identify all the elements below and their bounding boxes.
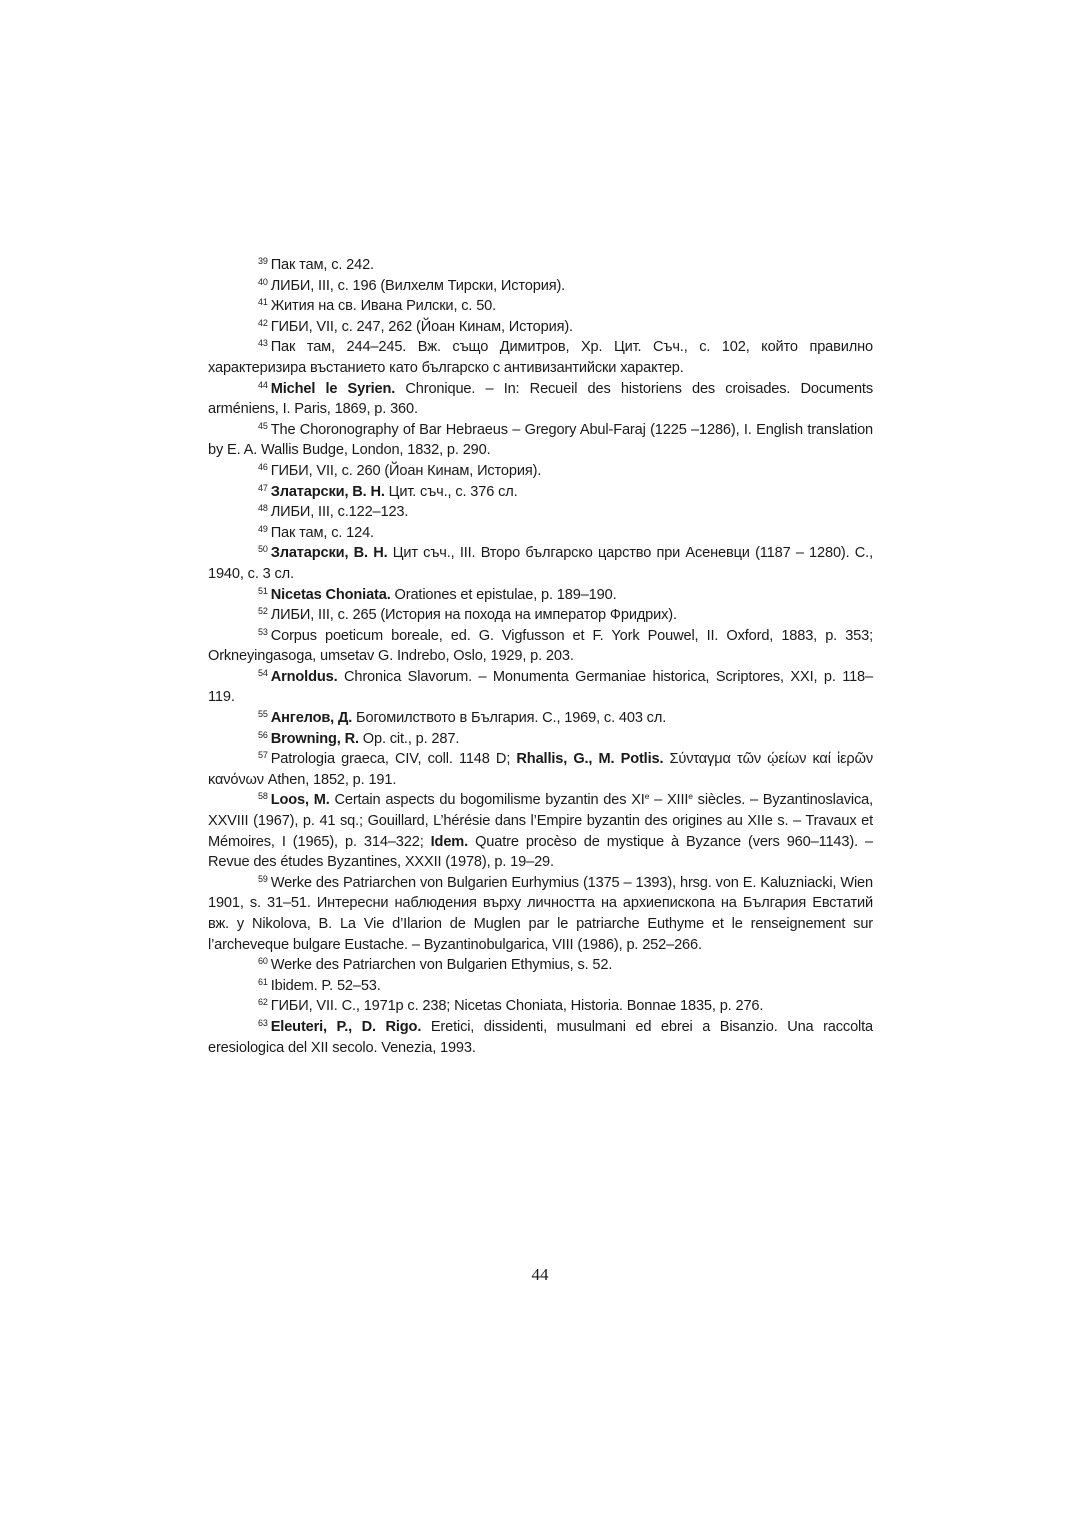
footnote [208, 790, 873, 872]
footnote-number: 51 [258, 585, 268, 596]
footnote-text: Chronique. – In: Recueil des historiens des croisades. Documents arméniens, I. Paris, 1869, p. 360. [208, 380, 873, 418]
footnote-author: Златарски, В. Н. [270, 483, 385, 500]
footnote-number: 39 [258, 256, 268, 266]
footnote-text: Цит. съч., с. 376 сл. [384, 483, 518, 500]
footnote [208, 996, 873, 1017]
footnote-number: 48 [258, 503, 268, 514]
footnote [208, 461, 873, 482]
page-number: 44 [531, 1265, 549, 1284]
footnote-number: 49 [258, 523, 268, 534]
footnote-number: 54 [258, 667, 268, 678]
footnote-number: 53 [258, 626, 268, 637]
footnote-text: Богомилството в България. С., 1969, с. 403 сл. [352, 710, 667, 727]
footnote [208, 873, 873, 955]
footnote-text: ГИБИ, VII. С., 1971р с. 238; Nicetas Choniata, Historia. Bonnae 1835, p. 276. [270, 998, 764, 1015]
footnote [208, 420, 873, 461]
footnote [208, 255, 873, 276]
footnote-number: 40 [258, 276, 268, 287]
footnote-text: – XIII [649, 792, 689, 809]
footnote-number: 44 [258, 379, 268, 390]
footnote [208, 502, 873, 523]
footnote-author: Michel le Syrien. [270, 380, 396, 397]
footnote-author: Ангелов, Д. [270, 710, 353, 727]
footnote [208, 708, 873, 729]
footnote [208, 337, 873, 378]
footnote-author: Idem. [430, 833, 469, 850]
footnote-text: ГИБИ, VII, с. 247, 262 (Йоан Кинам, История). [270, 318, 573, 335]
footnote-text: siècles. – Byzantinoslavica, XXVIII (1967), p. 41 sq.; Gouillard, L’hérésie dans l’Empire byzantin des origines au XIIe s. – Travaux et Mémoires, I (1965), p. 314–322; [208, 792, 873, 850]
footnote-text: Жития на св. Ивана Рилски, с. 50. [270, 298, 497, 315]
footnote-text: Σύνταγμα τῶν ῴείων καί ἱερῶν κανόνων Athen, 1852, p. 191. [208, 751, 873, 788]
footnote-text: ЛИБИ, III, с. 265 (История на похода на император Фридрих). [270, 607, 677, 624]
footnote-text: Пак там, 244–245. Вж. също Димитров, Хр. Цит. Съч., с. 102, който правилно характеризира въстанието като българско с антивизантийски характер. [208, 339, 873, 376]
footnote-text: e [688, 791, 693, 802]
footnote [208, 296, 873, 317]
footnote-author: Eleuteri, P., D. Rigo. [270, 1018, 422, 1035]
footnote-text: Ibidem. P. 52–53. [270, 977, 381, 994]
footnote-number: 62 [258, 997, 268, 1008]
footnote [208, 667, 873, 708]
footnote [208, 955, 873, 976]
footnote-number: 61 [258, 976, 268, 987]
footnote-text: Пак там, с. 124. [270, 524, 374, 541]
footnote [208, 749, 873, 790]
footnote [208, 523, 873, 544]
footnote-number: 56 [258, 729, 268, 740]
footnote-number: 50 [258, 544, 268, 555]
footnote-number: 58 [258, 791, 268, 802]
footnote-number: 42 [258, 317, 268, 328]
footnote-author: Nicetas Choniata. [270, 586, 391, 603]
footnote [208, 379, 873, 420]
footnote-number: 63 [258, 1017, 268, 1028]
footnote-text: Werke des Patriarchen von Bulgarien Ethymius, s. 52. [270, 957, 613, 974]
footnote-number: 52 [258, 606, 268, 617]
footnote-text: The Choronography of Bar Hebraeus – Gregory Abul-Faraj (1225 –1286), I. English translation by E. A. Wallis Budge, London, 1832, p. 290. [208, 421, 873, 459]
footnote-author: Browning, R. [270, 730, 359, 747]
footnote-number: 55 [258, 709, 268, 720]
footnote-text: Certain aspects du bogomilisme byzantin des XI [329, 792, 645, 809]
footnote-text: Quatre procèso de mystique à Byzance (vers 960–1143). – Revue des études Byzantines, XXXII (1978), p. 19–29. [208, 833, 873, 871]
footnote-author: Rhallis, G., M. Potlis. [516, 751, 664, 768]
footnote-number: 59 [258, 873, 268, 884]
footnote-text: Eretici, dissidenti, musulmani ed ebrei a Bisanzio. Una raccolta eresiologica del XII secolo. Venezia, 1993. [208, 1018, 874, 1056]
footnote-number: 41 [258, 297, 268, 308]
footnote-text: e [644, 791, 650, 802]
footnote [208, 605, 873, 626]
footnote-number: 47 [258, 482, 268, 493]
footnote [208, 543, 873, 584]
footnote [208, 1017, 873, 1058]
footnote-number: 46 [258, 461, 268, 472]
footnote-text: ЛИБИ, III, с.122–123. [270, 504, 409, 521]
footnote-number: 57 [258, 750, 268, 761]
footnote [208, 317, 873, 338]
footnote-text: Werke des Patriarchen von Bulgarien Eurhymius (1375 – 1393), hrsg. von E. Kaluzniacki, Wien 1901, s. 31–51. Интересни наблюдения върху личността на архиепископа на България Евстатий вж. у Nikolova, B. La Vie d’Ilarion de Muglen par le patriarche Euthyme et le renseignement sur l’archeveque bulgare Eustache. – Byzantinobulgarica, VIII (1986), p. 252–266. [208, 874, 873, 953]
footnote-author: Златарски, В. Н. [270, 545, 388, 562]
footnote-number: 60 [258, 956, 268, 967]
footnote-text: Chronica Slavorum. – Monumenta Germaniae historica, Scriptores, XXI, p. 118–119. [208, 668, 873, 706]
footnote-text: Orationes et epistulae, p. 189–190. [390, 586, 617, 603]
footnote [208, 585, 873, 606]
footnote-number: 43 [258, 338, 268, 349]
footnote-author: Arnoldus. [270, 668, 338, 685]
footnote-number: 45 [258, 420, 268, 431]
footnote [208, 976, 873, 997]
footnote-text: Patrologia graeca, CIV, coll. 1148 D; [270, 751, 517, 768]
footnote [208, 482, 873, 503]
footnote [208, 626, 873, 667]
footnote [208, 729, 873, 750]
footnote-text: Op. cit., p. 287. [358, 730, 460, 747]
footnote-text: Пак там, с. 242. [270, 257, 374, 273]
footnote-text: ЛИБИ, III, с. 196 (Вилхелм Тирски, История). [270, 277, 566, 294]
footnote [208, 276, 873, 297]
footnotes-block [208, 255, 873, 1058]
footnote-text: ГИБИ, VII, с. 260 (Йоан Кинам, История). [270, 462, 542, 479]
footnote-author: Loos, M. [270, 792, 330, 809]
footnote-text: Corpus poeticum boreale, ed. G. Vigfusson et F. York Pouwel, II. Oxford, 1883, p. 353; Orkneyingasoga, umsetav G. Indrebo, Oslo, 1929, p. 203. [208, 627, 873, 665]
footnote-text: Цит съч., III. Второ българско царство при Асеневци (1187 – 1280). С., 1940, с. 3 сл. [208, 545, 873, 582]
